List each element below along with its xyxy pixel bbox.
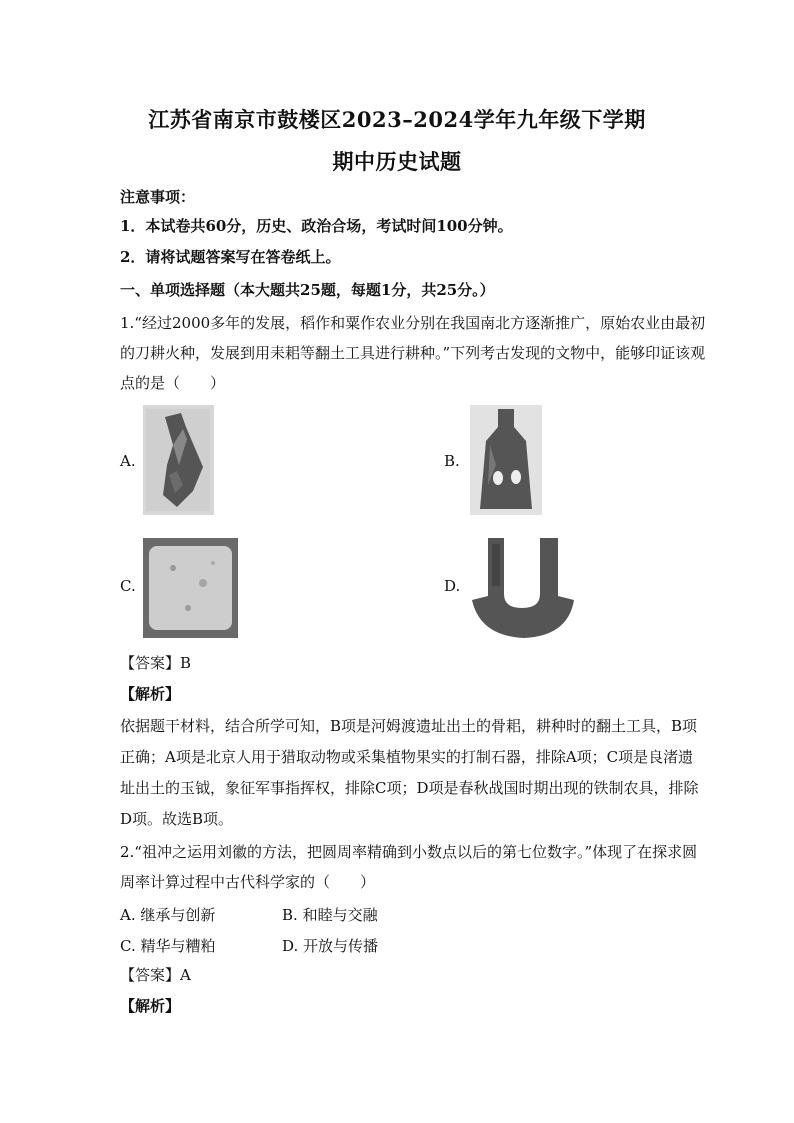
q2-choice-label: A. xyxy=(120,906,136,924)
q1-answer: 【答案】B xyxy=(120,654,192,672)
notice-item: 2．请将试题答案写在答卷纸上。 xyxy=(120,248,341,266)
exam-title-line1: 江苏省南京市鼓楼区2023–2024学年九年级下学期 xyxy=(148,107,646,132)
q1-stem-line: 点的是（ ） xyxy=(120,374,226,392)
q2-choice-text: 精华与糟粕 xyxy=(140,937,216,955)
q2-choice-a xyxy=(120,904,215,925)
q1-option-b-label: B. xyxy=(444,452,460,470)
q2-answer: 【答案】A xyxy=(120,966,191,984)
q2-choice-label: D. xyxy=(282,937,299,955)
q1-option-d-label: D. xyxy=(444,577,461,595)
q2-choice-c xyxy=(120,935,216,956)
q2-choice-text: 和睦与交融 xyxy=(302,906,378,924)
notice-label: 注意事项： xyxy=(120,188,196,206)
jade-axe-icon xyxy=(143,538,238,638)
notice-item: 1．本试卷共60分，历史、政治合场，考试时间100分钟。 xyxy=(120,217,513,235)
q2-choice-b xyxy=(282,904,378,925)
q2-choice-text: 继承与创新 xyxy=(140,906,216,924)
q1-option-c-label: C. xyxy=(120,577,136,595)
q1-stem-line: 1.“经过2000多年的发展，稻作和粟作农业分别在我国南北方逐渐推广，原始农业由最初 xyxy=(120,314,706,332)
q1-analysis-line: 址出土的玉钺，象征军事指挥权，排除C项；D项是春秋战国时期出现的铁制农具，排除 xyxy=(120,779,699,797)
q2-stem-line: 2.“祖冲之运用刘徽的方法，把圆周率精确到小数点以后的第七位数字。”体现了在探求圆 xyxy=(120,843,698,861)
q1-analysis-label: 【解析】 xyxy=(120,685,181,703)
q2-analysis-label: 【解析】 xyxy=(120,997,181,1015)
q1-analysis-line: 依据题干材料，结合所学可知，B项是河姆渡遗址出土的骨耜，耕种时的翻土工具，B项 xyxy=(120,717,698,735)
section-header: 一、单项选择题（本大题共25题，每题1分，共25分。） xyxy=(120,281,495,299)
iron-hoe-icon xyxy=(466,536,586,642)
q2-choice-d xyxy=(282,935,378,956)
q2-choice-label: B. xyxy=(282,906,298,924)
exam-title-line2: 期中历史试题 xyxy=(332,149,462,174)
q2-choice-text: 开放与传播 xyxy=(303,937,379,955)
q2-stem-line: 周率计算过程中古代科学家的（ ） xyxy=(120,873,376,891)
q1-analysis-line: 正确；A项是北京人用于猎取动物或采集植物果实的打制石器，排除A项；C项是良渚遗 xyxy=(120,748,694,766)
q1-option-a-label: A. xyxy=(120,452,136,470)
stone-tool-icon xyxy=(143,405,214,515)
q2-choice-label: C. xyxy=(120,937,136,955)
bone-spade-icon xyxy=(470,405,542,515)
q1-analysis-line: D项。故选B项。 xyxy=(120,810,234,828)
q1-stem-line: 的刀耕火种，发展到用耒耜等翻土工具进行耕种。”下列考古发现的文物中，能够印证该观 xyxy=(120,344,706,362)
